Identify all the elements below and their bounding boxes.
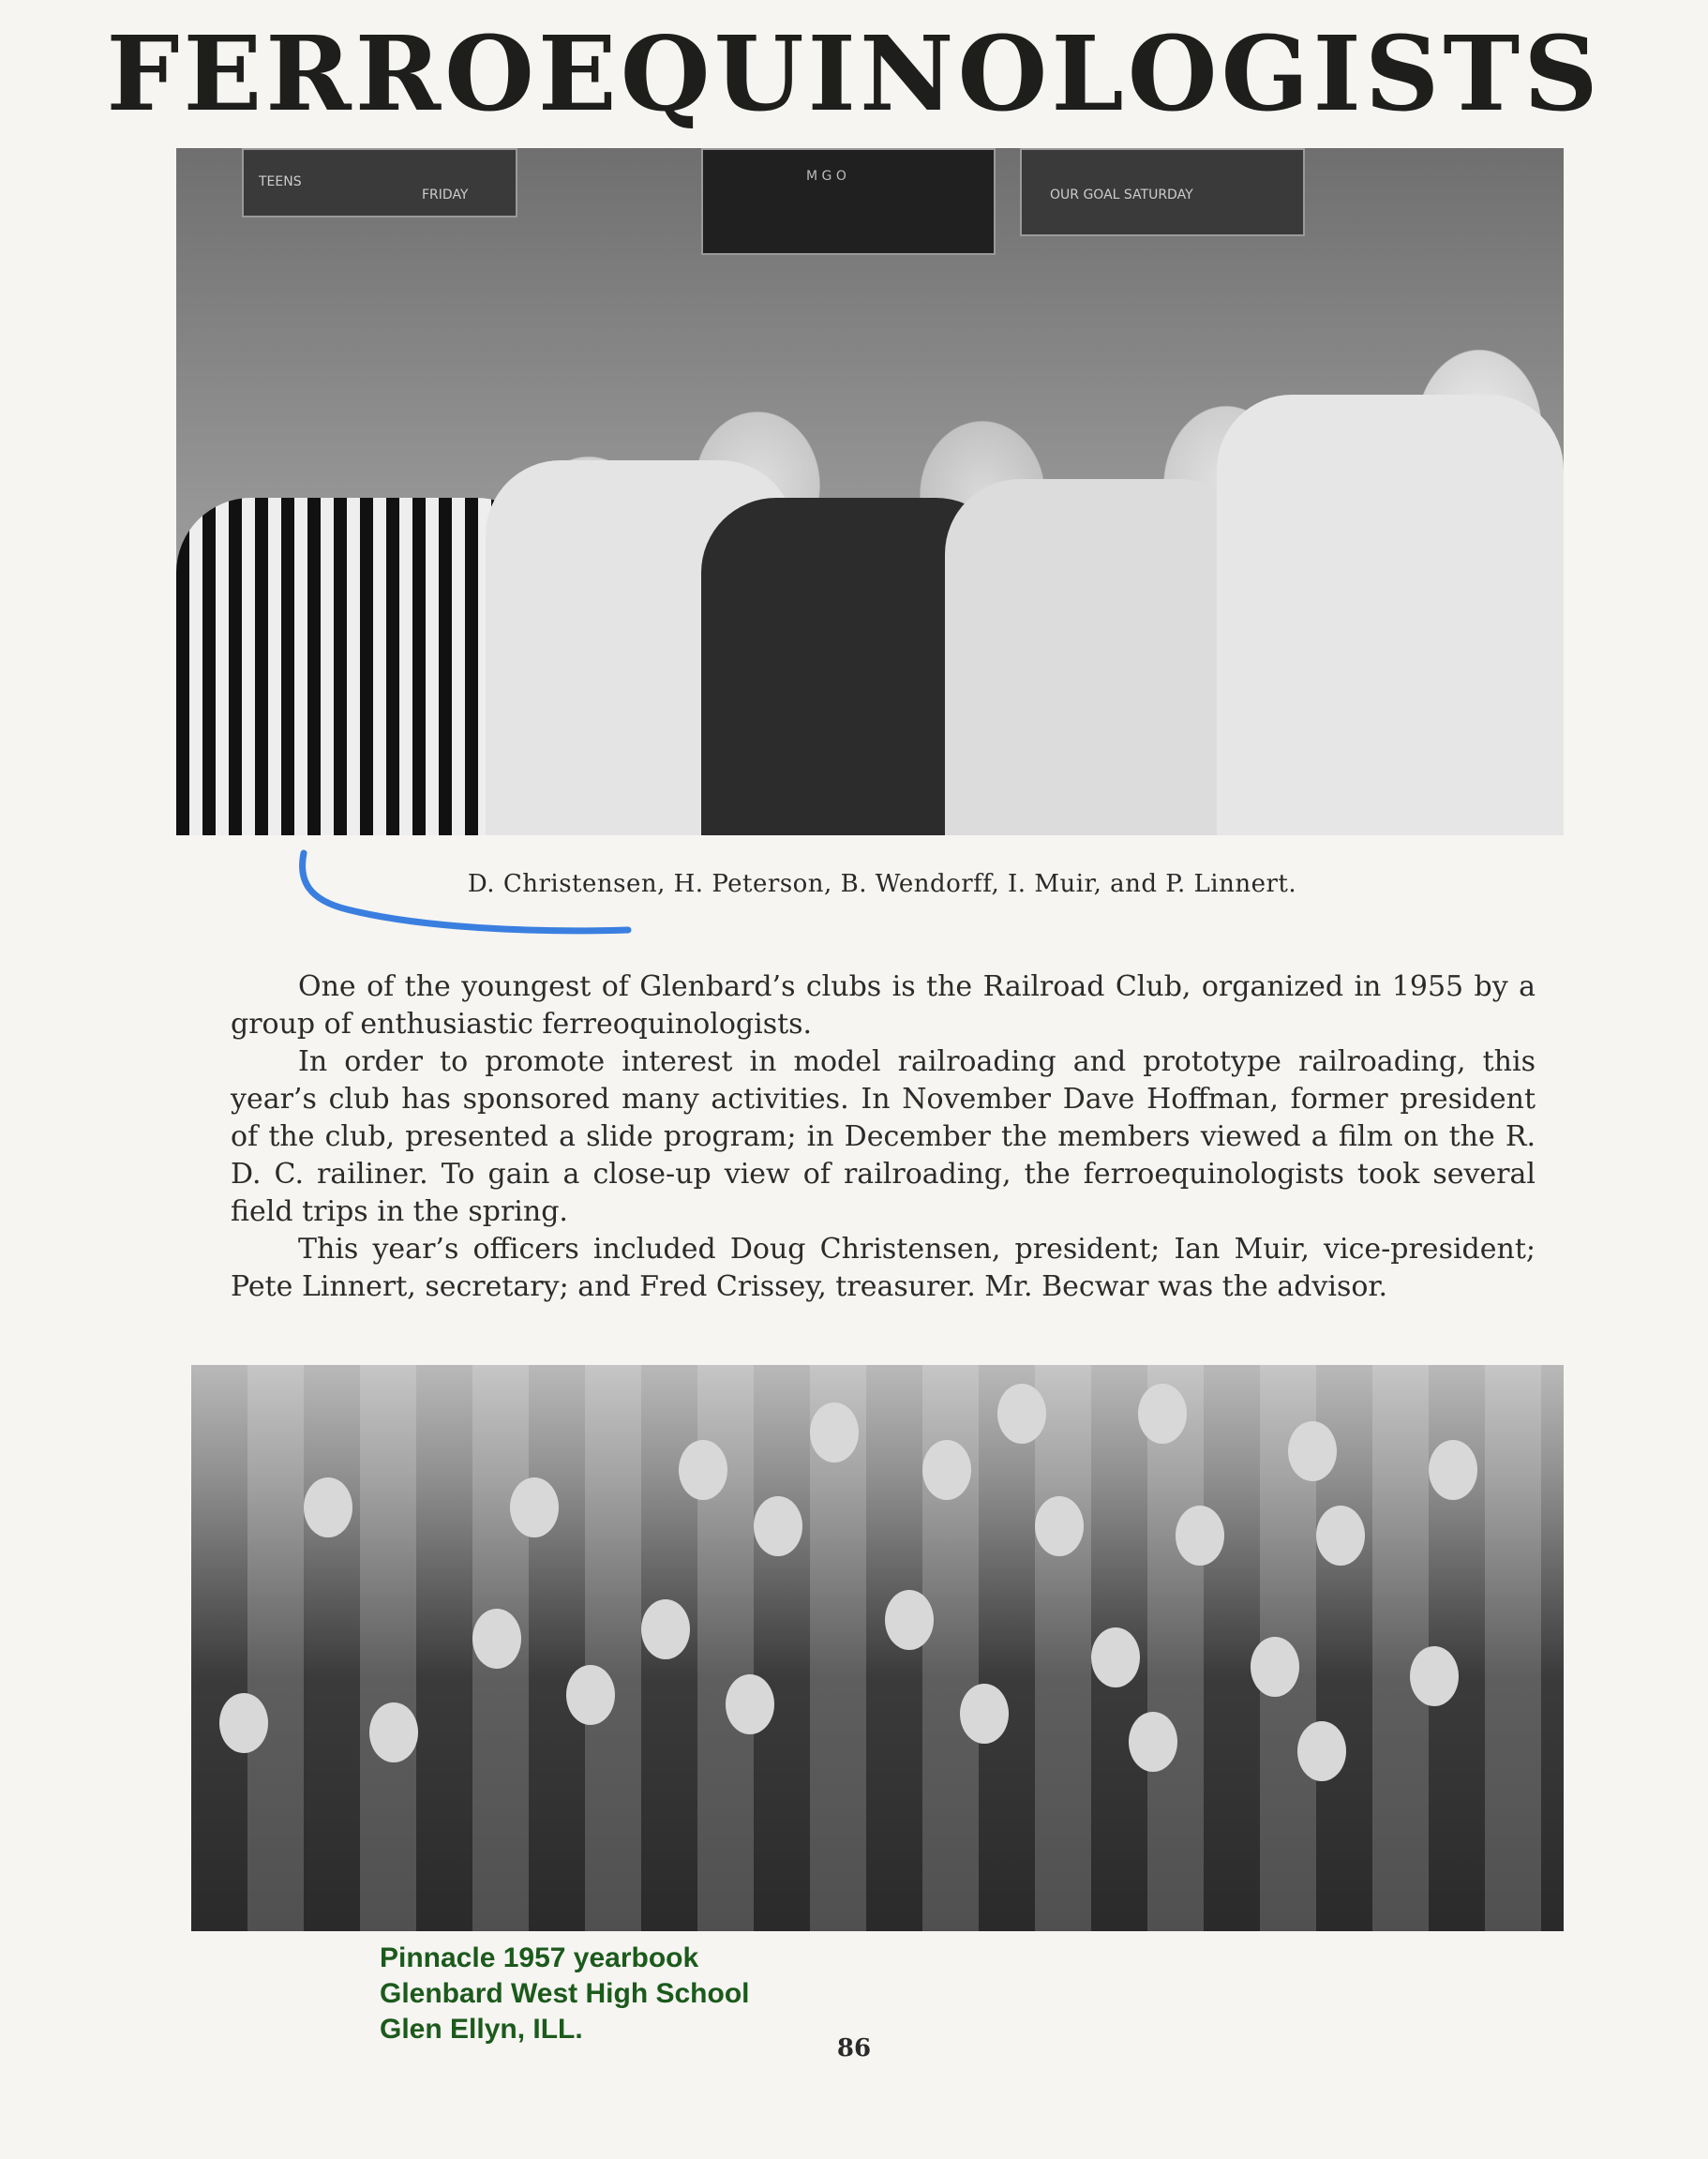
member-face bbox=[1251, 1637, 1299, 1697]
blue-highlight-mark bbox=[291, 844, 647, 956]
credits-block bbox=[380, 1941, 749, 2047]
member-face bbox=[566, 1665, 615, 1725]
member-face bbox=[726, 1674, 774, 1734]
member-face bbox=[510, 1477, 559, 1537]
member-face bbox=[1176, 1506, 1224, 1566]
member-face bbox=[1297, 1721, 1346, 1781]
member-face bbox=[219, 1693, 268, 1753]
member-face bbox=[922, 1440, 971, 1500]
member-face bbox=[369, 1702, 418, 1762]
member-face bbox=[1091, 1627, 1140, 1687]
member-face bbox=[960, 1684, 1009, 1744]
member-face bbox=[304, 1477, 352, 1537]
page-number: 86 bbox=[836, 2034, 872, 2062]
article-body bbox=[231, 968, 1536, 1306]
paragraph-2: In order to promote interest in model railroading and prototype railroading, this year’s club has sponsored many activities. In November Dave Hoffman, former president of the club, presented a slide program; in December the members viewed a film on the R. D. C. railiner. To gain a close-up view of railroading, the ferroequinologists took several field trips in the spring. bbox=[231, 1045, 1536, 1228]
member-face bbox=[679, 1440, 727, 1500]
credits-line-3: Glen Ellyn, ILL. bbox=[380, 2014, 583, 2045]
member-face bbox=[1138, 1384, 1187, 1444]
wall-sign-right-text: OUR GOAL SATURDAY bbox=[1050, 187, 1193, 202]
member-face bbox=[810, 1402, 859, 1462]
wall-sign-center-text: M G O bbox=[806, 169, 847, 184]
wall-sign-right bbox=[1020, 148, 1305, 236]
wall-sign-left-text: TEENS bbox=[259, 174, 302, 189]
member-face bbox=[1288, 1421, 1337, 1481]
wall-sign-left-text-2: FRIDAY bbox=[422, 187, 469, 202]
member-face bbox=[1429, 1440, 1477, 1500]
member-face bbox=[1129, 1712, 1177, 1772]
wall-sign-center bbox=[701, 148, 996, 255]
member-face bbox=[472, 1609, 521, 1669]
club-group-photo bbox=[191, 1365, 1564, 1931]
paragraph-1: One of the youngest of Glenbard’s clubs is the Railroad Club, organized in 1955 by a group of enthusiastic ferreoquinologists. bbox=[231, 970, 1536, 1041]
credits-line-1: Pinnacle 1957 yearbook bbox=[380, 1942, 699, 1973]
member-face bbox=[754, 1496, 802, 1556]
plain-shirt bbox=[1217, 395, 1564, 835]
member-face bbox=[1410, 1646, 1459, 1706]
member-face bbox=[1316, 1506, 1365, 1566]
credits-line-2: Glenbard West High School bbox=[380, 1978, 750, 2009]
member-face bbox=[885, 1590, 934, 1650]
photo-caption: D. Christensen, H. Peterson, B. Wendorff, I. Muir, and P. Linnert. bbox=[467, 870, 1297, 898]
member-face bbox=[997, 1384, 1046, 1444]
member-face bbox=[641, 1599, 690, 1659]
page-title: FERROEQUINOLOGISTS bbox=[106, 13, 1602, 134]
wall-sign-left bbox=[242, 148, 517, 217]
member-face bbox=[1035, 1496, 1084, 1556]
light-shirt bbox=[945, 479, 1254, 835]
club-officers-photo bbox=[176, 148, 1564, 835]
paragraph-3: This year’s officers included Doug Christensen, president; Ian Muir, vice-president; Pete Linnert, secretary; and Fred Crissey, treasurer. Mr. Becwar was the advisor. bbox=[231, 1233, 1536, 1303]
